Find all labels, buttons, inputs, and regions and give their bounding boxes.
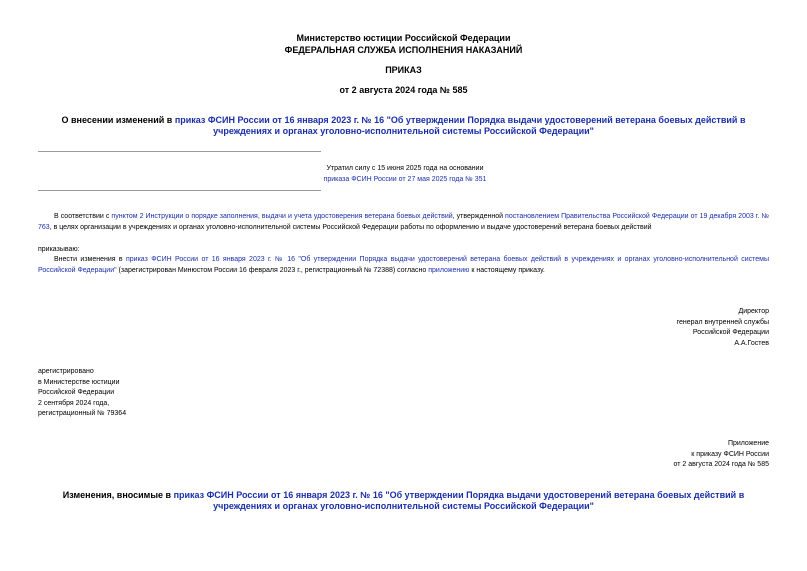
status-repeal-link[interactable]: приказа ФСИН России от 27 мая 2025 года № 351 (323, 176, 487, 183)
order-amended-link[interactable]: приказ ФСИН России от 16 января 2023 г. № 16 "Об утверждении Порядка выдачи удостоверений ветерана боевых действий в учреждениях и органах уголовно-исполнительной системы Российской Федерации" (38, 256, 769, 274)
appendix-title (60, 490, 747, 512)
registration-line: в Министерстве юстиции (38, 378, 120, 386)
government-decree-link[interactable]: постановлением Правительства Российской Федерации от 19 декабря 2003 г. № 763 (38, 213, 769, 231)
registration-block (38, 367, 126, 420)
doc-date-heading: от 2 августа 2024 года № 585 (339, 85, 468, 95)
document-title (60, 115, 747, 137)
signature-line: А.А.Гостев (734, 339, 769, 347)
status-rule-top (38, 151, 321, 152)
status-rule-bottom (38, 190, 321, 191)
appendix-line: к приказу ФСИН России (691, 450, 769, 458)
title-prefix: О внесении изменений в (61, 115, 175, 125)
instruction-point-link[interactable]: пунктом 2 Инструкции о порядке заполнения, выдачи и учета удостоверения ветерана боевых действий (111, 213, 453, 220)
registration-line: арегистрировано (38, 368, 94, 375)
appendix-title-prefix: Изменения, вносимые в (62, 490, 174, 500)
appendix-block (674, 439, 770, 471)
preamble-text-2: , утвержденной (452, 213, 506, 220)
doc-type-heading: ПРИКАЗ (385, 65, 422, 75)
preamble-paragraph (38, 211, 769, 233)
registration-line: 2 сентября 2024 года, (38, 399, 110, 407)
title-amended-order-link[interactable]: приказ ФСИН России от 16 января 2023 г. № 16 "Об утверждении Порядка выдачи удостоверений ветерана боевых действий в учреждениях и органах уголовно-исполнительной системы Российской Федерации" (174, 115, 746, 136)
appendix-title-order-link[interactable]: приказ ФСИН России от 16 января 2023 г. № 16 "Об утверждении Порядка выдачи удостоверений ветерана боевых действий в учреждениях и органах уголовно-исполнительной системы Российской Федерации" (173, 490, 745, 511)
order-text-3: к настоящему приказу. (469, 267, 545, 274)
signature-block (677, 307, 769, 349)
order-text-1: Внести изменения в (54, 256, 126, 263)
appendix-line: от 2 августа 2024 года № 585 (673, 461, 769, 468)
appendix-line: Приложение (727, 440, 769, 447)
preamble-text-1: В соответствии с (54, 213, 112, 220)
signature-line: Российской Федерации (692, 329, 769, 336)
ministry-heading: Министерство юстиции Российской Федерации (296, 33, 511, 43)
preamble-text-3: , в целях организации в учреждениях и органах уголовно-исполнительной системы Российской Федерации работы по оформлению и выдаче удостоверений ветерана боевых действий (49, 224, 652, 231)
registration-line: регистрационный № 79364 (38, 410, 127, 417)
order-paragraph (38, 254, 769, 276)
signature-line: Директор (738, 308, 769, 315)
signature-line: генерал внутренней службы (676, 318, 769, 326)
order-text-2: (зарегистрирован Минюстом России 16 февраля 2023 г., регистрационный № 72388) согласно (116, 267, 429, 274)
status-text: Утратил силу с 15 июня 2025 года на основании (326, 165, 484, 172)
service-heading: ФЕДЕРАЛЬНАЯ СЛУЖБА ИСПОЛНЕНИЯ НАКАЗАНИЙ (284, 45, 523, 55)
order-word: приказываю: (38, 246, 80, 253)
appendix-link[interactable]: приложению (428, 267, 470, 274)
registration-line: Российской Федерации (38, 389, 115, 396)
